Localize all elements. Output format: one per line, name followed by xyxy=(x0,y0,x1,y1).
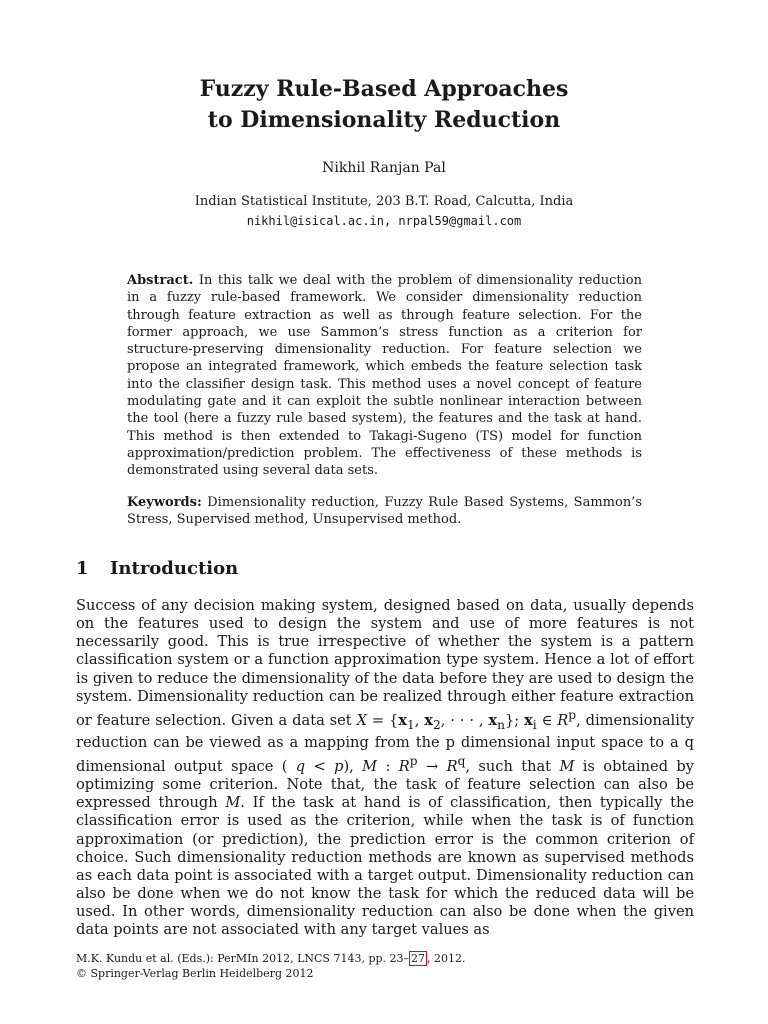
math-sub-2: 2 xyxy=(432,717,441,732)
footer-citation-text: M.K. Kundu et al. (Eds.): PerMIn 2012, LNCS 7143, pp. 23– xyxy=(76,952,410,965)
intro-text-6: . If the task at hand is of classification, then typically the classification error is used as the criterion, while when the task is of function approximation (or prediction), the prediction error is the common criterion of choice. Such dimensionality reduction methods are known as supervised methods as each data point is associated with a target output. Dimensionality reduction can also be done when we do not know the task for which the reduced data will be used. In other words, dimensionality reduction can also be done when the given data points are not associated with any target values as xyxy=(76,794,694,939)
math-x2: x xyxy=(424,711,433,729)
math-colon: : xyxy=(377,757,399,775)
math-eq: = { xyxy=(366,711,399,729)
math-q: q xyxy=(295,757,306,775)
keywords xyxy=(127,494,642,529)
abstract xyxy=(127,272,642,480)
math-M2: M xyxy=(559,757,575,775)
intro-text-4: , such that xyxy=(465,757,560,775)
section-title: Introduction xyxy=(110,558,239,579)
math-comma: , xyxy=(414,711,425,729)
math-arrow: → xyxy=(417,757,447,775)
author-name: Nikhil Ranjan Pal xyxy=(322,160,446,176)
math-sub-1: 1 xyxy=(406,717,415,732)
footer-copyright: © Springer-Verlag Berlin Heidelberg 2012 xyxy=(76,967,314,980)
math-p: p xyxy=(334,757,344,775)
footer-citation-year: , 2012. xyxy=(427,952,466,965)
section-heading-introduction xyxy=(76,558,238,579)
title-line-2: to Dimensionality Reduction xyxy=(207,107,561,133)
math-lt: < xyxy=(305,757,335,775)
math-sup-p: p xyxy=(568,707,577,722)
math-X: X xyxy=(356,711,367,729)
abstract-text: In this talk we deal with the problem of dimensionality reduction in a fuzzy rule-based framework. We consider dimensionality reduction through feature extraction as well as through feature selection. For the former approach, we use Sammon’s stress function as a criterion for structure-preserving dimensionality reduction. For feature selection we propose an integrated framework, which embeds the feature selection task into the classifier design task. This method uses a novel concept of feature modulating gate and it can exploit the subtle nonlinear interaction between the tool (here a fuzzy rule based system), the features and the task at hand. This method is then extended to Takagi-Sugeno (TS) model for function approximation/prediction problem. The effectiveness of these methods is demonstrated using several data sets. xyxy=(127,273,642,479)
math-in: ∈ xyxy=(536,711,558,729)
intro-text-5: is obtained by optimizing some criterion. Note that, the task of feature selection can also be expressed through xyxy=(76,757,694,812)
footer-citation xyxy=(76,951,466,966)
math-dots: , · · · , xyxy=(440,711,489,729)
author-email: nikhil@isical.ac.in, nrpal59@gmail.com xyxy=(246,214,522,228)
math-sub-n: n xyxy=(497,717,505,732)
math-M3: M xyxy=(225,794,241,812)
math-xn: x xyxy=(488,711,498,729)
keywords-text: Dimensionality reduction, Fuzzy Rule Based Systems, Sammon’s Stress, Supervised method, Unsupervised method. xyxy=(127,495,642,528)
title-line-1: Fuzzy Rule-Based Approaches xyxy=(199,76,569,102)
page-end-link[interactable]: 27 xyxy=(411,952,426,965)
affiliation: Indian Statistical Institute, 203 B.T. Road, Calcutta, India xyxy=(194,194,574,209)
math-M: M xyxy=(362,757,378,775)
section-number: 1 xyxy=(76,558,89,579)
math-close: }; xyxy=(504,711,525,729)
math-R3: R xyxy=(446,757,458,775)
math-sup-p2: p xyxy=(409,754,418,769)
paper-title xyxy=(0,74,768,136)
math-xi: x xyxy=(524,711,533,729)
introduction-paragraph xyxy=(76,597,694,939)
intro-text-1: Success of any decision making system, designed based on data, usually depends on the features used to design the system and use of more features is not necessarily good. This is true irrespective of whether the system is a pattern classification system or a function approximation type system. Hence a lot of effort is given to reduce the dimensionality of the data before they are used to design the system. Dimensionality reduction can be realized through either feature extraction or feature selection. Given a data set xyxy=(76,597,694,729)
math-sub-i: i xyxy=(532,717,537,732)
math-R: R xyxy=(557,711,569,729)
keywords-label: Keywords: xyxy=(127,495,202,510)
intro-text-3: ), xyxy=(343,757,363,775)
abstract-label: Abstract. xyxy=(127,273,194,288)
footer xyxy=(76,951,466,981)
math-R2: R xyxy=(398,757,410,775)
math-x1: x xyxy=(398,711,407,729)
intro-text-2: , dimensionality reduction can be viewed as a mapping from the p dimensional input space to a q dimensional output space ( xyxy=(76,711,694,775)
math-sup-q: q xyxy=(457,754,466,769)
